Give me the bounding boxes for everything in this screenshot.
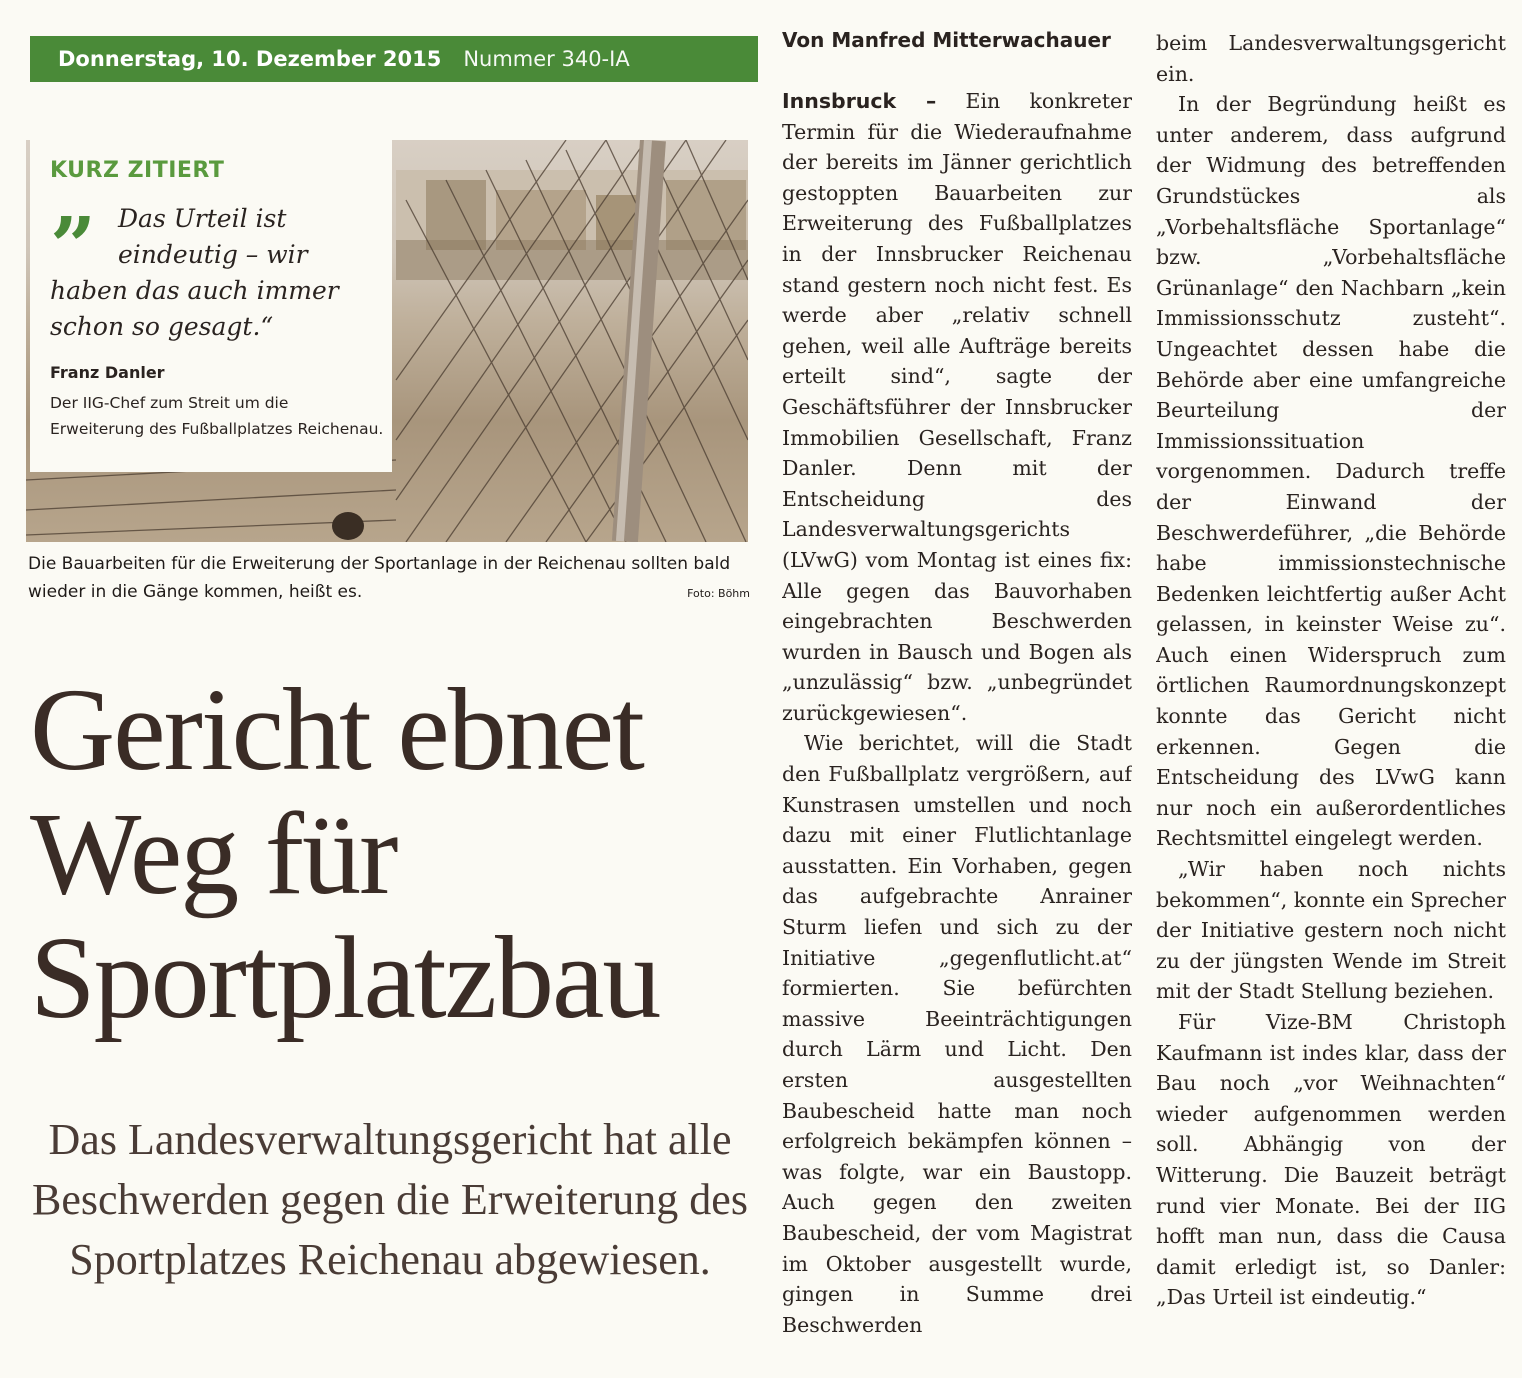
byline: Von Manfred Mitterwachauer — [782, 28, 1111, 52]
teaser: Das Landesverwaltungsgericht hat alle Beschwerden gegen die Erweiterung des Sportplatzes Reichenau abgewiesen. — [32, 1115, 748, 1284]
quote-section-label: KURZ ZITIERT — [50, 158, 225, 183]
article-paragraph-1: Ein konkreter Termin für die Wiederaufnahme der bereits im Jänner gerichtlich gestoppten Bauarbeiten zur Erweiterung des Fußballplatzes in der Innsbrucker Reichenau stand gestern noch nicht fest. Es werde aber „relativ schnell gehen, weil alle Aufträge bereits erteilt sind“, sagte der Geschäftsführer der Innsbrucker Immobilien Gesellschaft, Franz Danler. Denn mit der Entscheidung des Landesverwaltungsgerichts (LVwG) vom Montag ist eines fix: Alle gegen das Bauvorhaben eingebrachten Beschwerden wurden in Bausch und Bogen als „unzulässig“ bzw. „unbegründet zurückgewiesen“. — [782, 89, 1132, 725]
photo-credit: Foto: Böhm — [687, 587, 750, 600]
article-paragraph-3: In der Begründung heißt es unter anderem, dass aufgrund der Widmung des betreffenden Grundstückes als „Vorbehaltsfläche Sportanlage“ bzw. „Vorbehaltsfläche Grünanlage“ den Nachbarn „kein Immissionsschutz zusteht“. Ungeachtet dessen habe die Behörde aber eine umfangreiche Beurteilung der Immissionssituation vorgenommen. Dadurch treffe der Einwand der Beschwerdeführer, „die Behörde habe immissionstechnische Bedenken leichtfertig außer Acht gelassen, in keinster Weise zu“. Auch einen Widerspruch zum örtlichen Raumordnungskonzept konnte das Gericht nicht erkennen. Gegen die Entscheidung des LVwG kann nur noch ein außerordentliches Rechtsmittel eingelegt werden. — [1156, 92, 1506, 851]
photo-caption-text: Die Bauarbeiten für die Erweiterung der Sportanlage in der Reichenau sollten bald wieder in die Gänge kommen, heißt es. — [28, 554, 731, 602]
pull-quote-line2: eindeutig – wir — [118, 240, 308, 269]
dateline-location: Innsbruck – — [782, 89, 937, 113]
issue-date: Donnerstag, 10. Dezember 2015 — [58, 47, 442, 71]
article-column-1 — [782, 86, 1132, 1376]
date-banner — [30, 36, 758, 82]
quote-mark-icon: ” — [50, 199, 97, 293]
headline-line1: Gericht ebnet — [30, 664, 643, 795]
article-column-2 — [1156, 28, 1506, 1378]
article-paragraph-5: Für Vize-BM Christoph Kaufmann ist indes klar, dass der Bau noch „vor Weihnachten“ wieder aufgenommen werden soll. Abhängig von der Witterung. Die Bauzeit beträgt rund vier Monate. Bei der IIG hofft man nun, dass die Causa damit erledigt ist, so Danler: „Das Urteil ist eindeutig.“ — [1156, 1010, 1506, 1310]
article-paragraph-4: „Wir haben noch nichts bekommen“, konnte ein Sprecher der Initiative gestern noch nicht zu der jüngsten Wende im Streit mit der Stadt Stellung beziehen. — [1156, 857, 1506, 1004]
article-paragraph-2-cont: beim Landesverwaltungsgericht ein. — [1156, 31, 1506, 86]
pull-quote-line1: Das Urteil ist — [118, 204, 287, 233]
article-paragraph-2: Wie berichtet, will die Stadt den Fußballplatz vergrößern, auf Kunstrasen umstellen und noch dazu mit einer Flutlichtanlage ausstatten. Ein Vorhaben, gegen das aufgebrachte Anrainer Sturm liefen und sich zu der Initiative „gegenflutlicht.at“ formierten. Sie befürchten massive Beeinträchtigungen durch Lärm und Licht. Den ersten ausgestellten Baubescheid hatte man noch erfolgreich bekämpfen können – was folgte, war ein Baustopp. Auch gegen den zweiten Baubescheid, der vom Magistrat im Oktober ausgestellt wurde, gingen in Summe drei Beschwerden — [782, 731, 1132, 1337]
pull-quote — [50, 201, 374, 345]
pull-quote-rest: haben das auch immer schon so gesagt.“ — [50, 276, 339, 341]
quote-author-description: Der IIG-Chef zum Streit um die Erweiterung des Fußballplatzes Reichenau. — [50, 394, 384, 438]
issue-number: Nummer 340-IA — [463, 47, 630, 71]
photo-caption — [28, 550, 750, 606]
headline — [30, 664, 750, 1043]
headline-line3: Sportplatzbau — [30, 912, 660, 1043]
headline-line2: Weg für — [30, 788, 397, 919]
article-paragraph — [782, 86, 1132, 728]
quote-box — [30, 140, 392, 472]
quote-author: Franz Danler — [50, 363, 165, 382]
